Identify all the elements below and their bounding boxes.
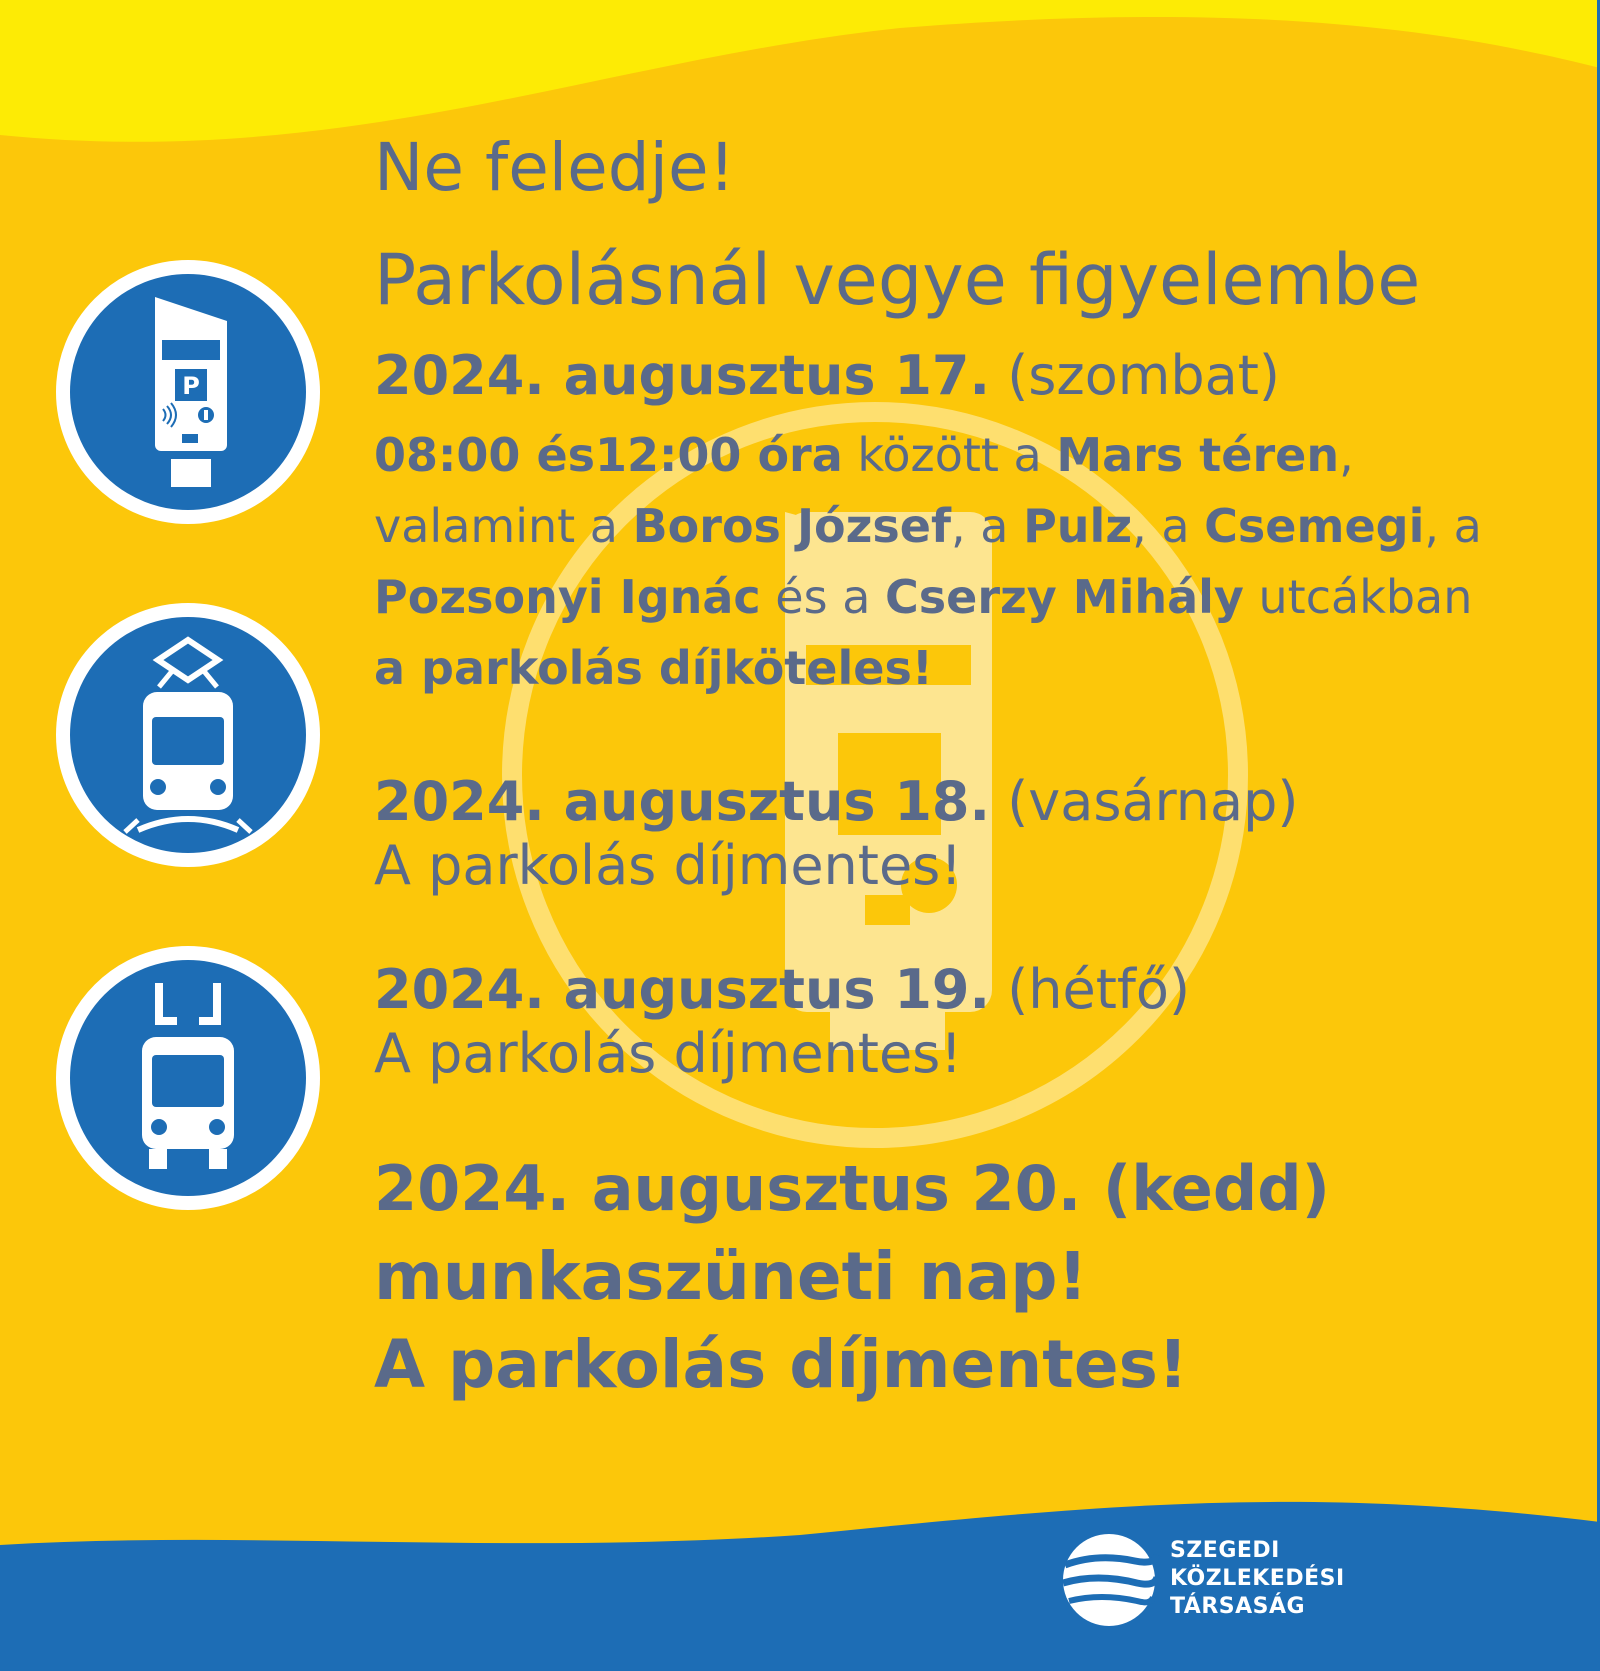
trolleybus-icon <box>55 945 321 1211</box>
day1-details <box>374 420 1540 704</box>
day1-text: és a <box>760 570 886 624</box>
tram-icon <box>55 602 321 868</box>
day2-weekday: (vasárnap) <box>1007 770 1299 833</box>
day4-date: 2024. augusztus 20. (kedd) <box>374 1152 1330 1225</box>
day2-date: 2024. augusztus 18. <box>374 770 991 833</box>
day4-holiday: munkaszüneti nap! <box>374 1238 1088 1315</box>
day1-date: 2024. augusztus 17. <box>374 344 991 407</box>
day1-street: Csemegi <box>1204 499 1425 553</box>
day1-text: , a <box>1132 499 1205 553</box>
szkt-logo-text <box>1170 1537 1345 1621</box>
bottom-wave <box>0 1502 1600 1671</box>
day1-text: utcákban <box>1243 570 1473 624</box>
day1-notice: a parkolás díjköteles! <box>374 641 933 695</box>
day1-block <box>374 340 1540 412</box>
day3-notice: A parkolás díjmentes! <box>374 1022 962 1085</box>
day4-notice: A parkolás díjmentes! <box>374 1326 1188 1403</box>
top-wave <box>0 0 1600 142</box>
day1-weekday: (szombat) <box>1007 344 1280 407</box>
day3-block <box>374 958 1540 1086</box>
day1-place: Mars téren <box>1056 428 1340 482</box>
day1-street: Pulz <box>1023 499 1133 553</box>
header-line1: Ne feledje! <box>374 129 736 206</box>
day1-street: Pozsonyi Ignác <box>374 570 761 624</box>
day1-time: 08:00 és12:00 óra <box>374 428 843 482</box>
szkt-logo <box>1057 1525 1357 1630</box>
day1-street: Cserzy Mihály <box>885 570 1244 624</box>
day1-text: , a <box>951 499 1024 553</box>
logo-line2: KÖZLEKEDÉSI <box>1170 1566 1345 1591</box>
header <box>374 128 1540 208</box>
day1-street: Boros József <box>632 499 952 553</box>
szkt-logo-icon <box>1057 1525 1162 1630</box>
day2-block <box>374 770 1540 898</box>
day3-weekday: (hétfő) <box>1007 958 1191 1021</box>
day1-text: , <box>1339 428 1354 482</box>
logo-line3: TÁRSASÁG <box>1170 1594 1306 1619</box>
day1-text: , a <box>1424 499 1482 553</box>
header-sub <box>374 238 1540 322</box>
day3-date: 2024. augusztus 19. <box>374 958 991 1021</box>
day1-text: között a <box>842 428 1057 482</box>
day4-block <box>374 1145 1540 1409</box>
day2-notice: A parkolás díjmentes! <box>374 834 962 897</box>
logo-line1: SZEGEDI <box>1170 1538 1280 1563</box>
day1-text: valamint a <box>374 499 633 553</box>
header-line2: Parkolásnál vegye figyelembe <box>374 239 1421 321</box>
parking-meter-icon <box>55 259 321 525</box>
svg-text:P: P <box>182 372 200 400</box>
